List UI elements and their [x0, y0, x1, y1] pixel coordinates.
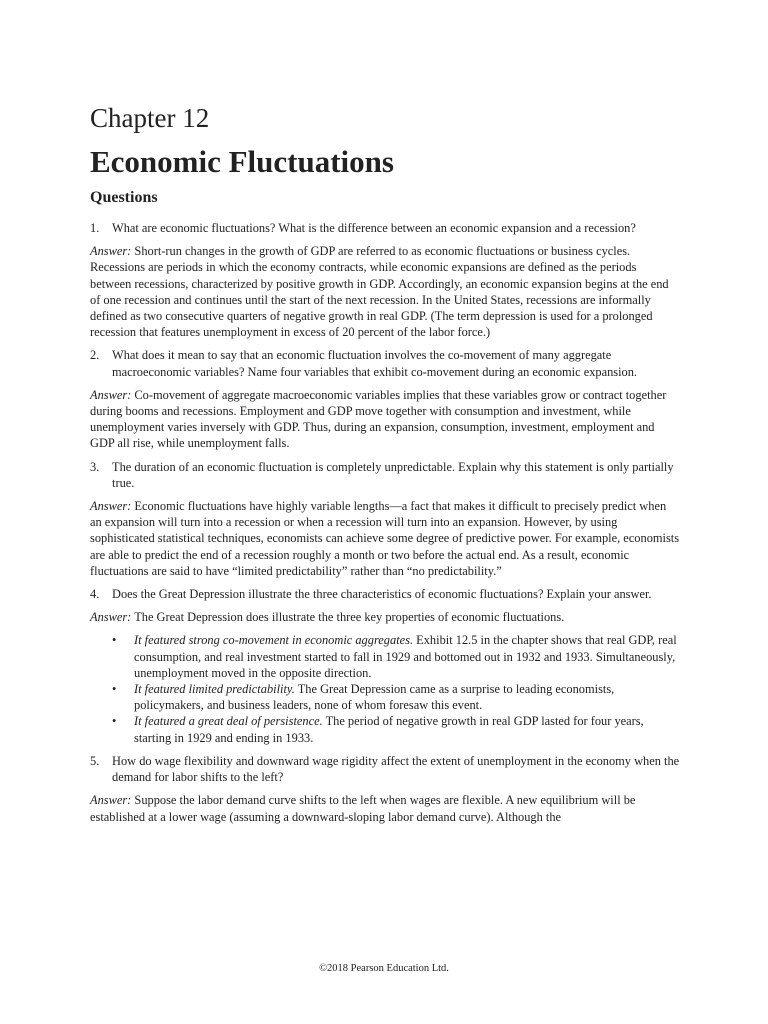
page-footer: ©2018 Pearson Education Ltd. [319, 963, 449, 974]
answer-3 [90, 498, 680, 579]
bullet-item [112, 681, 680, 713]
chapter-label: Chapter 12 [90, 103, 210, 133]
bullet-icon: • [112, 714, 117, 729]
answer-label: Answer: [90, 610, 132, 625]
question-5 [90, 753, 680, 785]
question-3 [90, 459, 680, 491]
answer-text: Co-movement of aggregate macroeconomic variables implies that these variables grow or contract together during booms and recessions. Employment and GDP move together with consumption and investment, while unemployment varies inversely with GDP. Thus, during an expansion, consumption, investment, employment and GDP all rise, while unemployment falls. [90, 387, 667, 451]
question-text: Does the Great Depression illustrate the three characteristics of economic fluctuations? Explain your answer. [112, 587, 652, 602]
bullet-icon: • [112, 633, 117, 648]
question-number: 2. [90, 348, 100, 363]
answer-text: Economic fluctuations have highly variable lengths—a fact that makes it difficult to precisely predict when an expansion will turn into a recession or when a recession will turn into an expansion. However, by using sophisticated statistical techniques, economists can achieve some degree of predictive power. For example, economists are able to predict the end of a recession roughly a month or two before the actual end. As a result, economic fluctuations are said to have “limited predictability” rather than “no predictability.” [90, 499, 680, 578]
bullet-text: The period of negative growth in real GDP lasted for four years, starting in 1929 and ending in 1933. [134, 714, 644, 745]
question-2 [90, 347, 680, 379]
bullet-heading: It featured a great deal of persistence. [134, 714, 323, 729]
question-4 [90, 586, 680, 602]
question-number: 4. [90, 587, 100, 602]
question-text: The duration of an economic fluctuation is completely unpredictable. Explain why this statement is only partially true. [112, 459, 674, 490]
bullet-item [112, 632, 680, 681]
question-1 [90, 220, 680, 236]
bullet-heading: It featured limited predictability. [134, 682, 295, 697]
bullet-text: Exhibit 12.5 in the chapter shows that real GDP, real consumption, and real investment started to fall in 1929 and bottomed out in 1932 and 1933. Simultaneously, unemployment moved in the opposite direction. [134, 633, 677, 680]
question-text: What are economic fluctuations? What is the difference between an economic expansion and a recession? [112, 221, 636, 235]
answer-5 [90, 792, 680, 824]
answer-label: Answer: [90, 244, 132, 259]
answer-label: Answer: [90, 387, 132, 402]
answer-4 [90, 609, 680, 625]
questions-body [90, 220, 680, 832]
answer-text: The Great Depression does illustrate the three key properties of economic fluctuations. [134, 610, 565, 625]
answer-1 [90, 243, 680, 340]
answer-text: Suppose the labor demand curve shifts to the left when wages are flexible. A new equilibrium will be established at a lower wage (assuming a downward-sloping labor demand curve). Although the [90, 793, 636, 824]
bullet-icon: • [112, 682, 117, 697]
bullet-heading: It featured strong co-movement in economic aggregates. [134, 633, 414, 648]
section-heading: Questions [90, 189, 158, 206]
question-number: 1. [90, 221, 100, 235]
answer-label: Answer: [90, 793, 132, 808]
question-number: 5. [90, 753, 100, 768]
question-text: How do wage flexibility and downward wage rigidity affect the extent of unemployment in the economy when the demand for labor shifts to the left? [112, 753, 680, 785]
question-number: 3. [90, 459, 100, 474]
chapter-title: Economic Fluctuations [90, 144, 394, 179]
answer-2 [90, 387, 680, 452]
answer-4-bullets [90, 632, 680, 745]
answer-text: Short-run changes in the growth of GDP are referred to as economic fluctuations or business cycles. Recessions are periods in which the economy contracts, while economic expansions are defined as the periods between recessions, characterized by positive growth in GDP. Accordingly, an economic expansion begins at the end of one recession and continues until the start of the next recession. In the United States, recessions are informally defined as two consecutive quarters of negative growth in real GDP. (The term depression is used for a prolonged recession that features unemployment in excess of 20 percent of the labor force.) [90, 244, 669, 340]
question-text: What does it mean to say that an economic fluctuation involves the co-movement of many aggregate macroeconomic variables? Name four variables that exhibit co-movement during an economic expansion. [112, 348, 638, 379]
bullet-item [112, 713, 680, 745]
answer-label: Answer: [90, 499, 132, 514]
bullet-text: The Great Depression came as a surprise to leading economists, policymakers, and business leaders, none of whom foresaw this event. [134, 682, 615, 713]
